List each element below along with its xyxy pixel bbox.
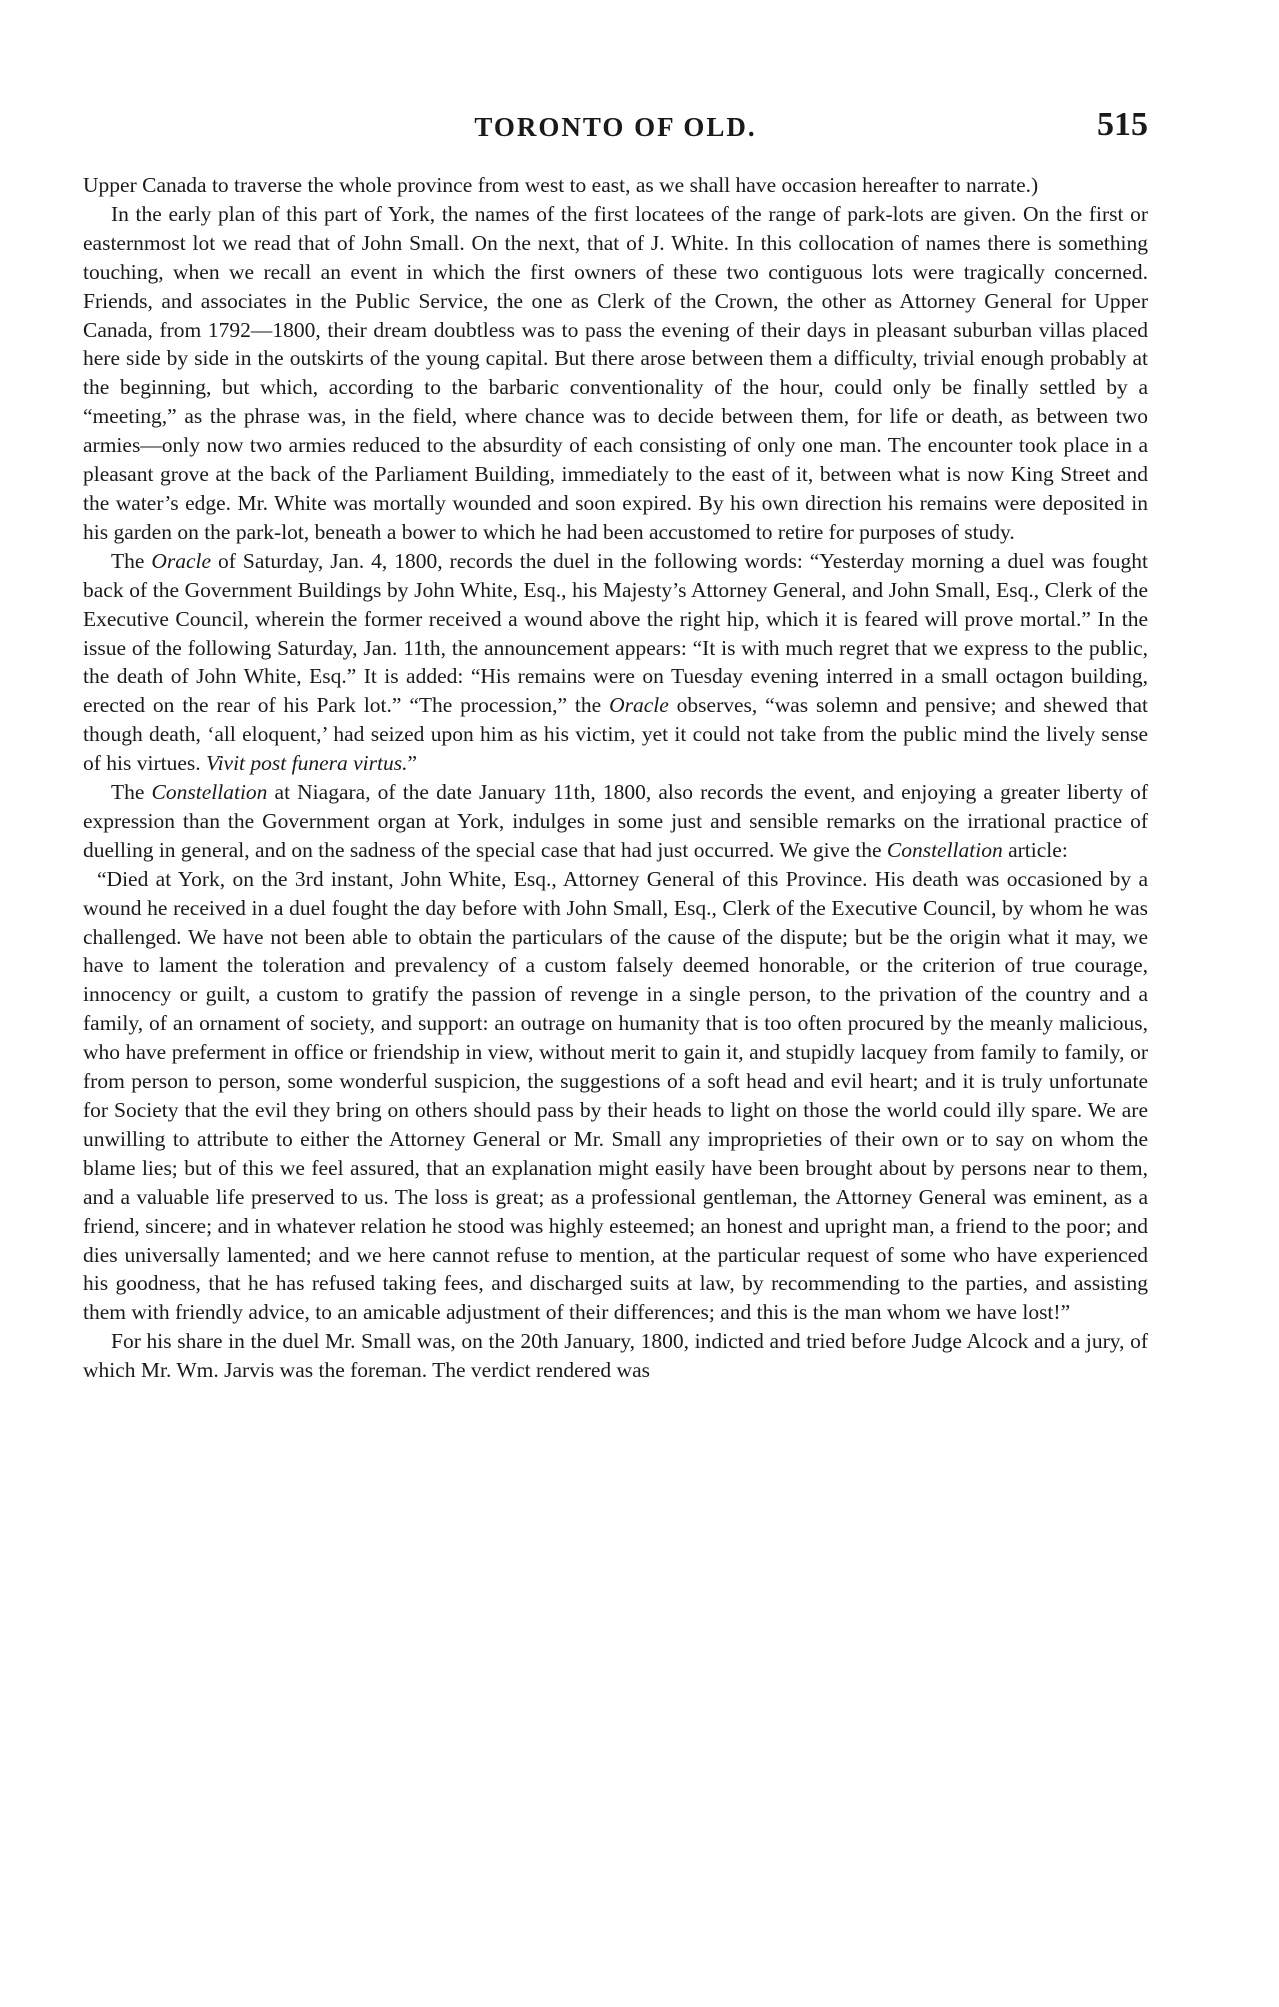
page-number: 515 xyxy=(1097,106,1148,143)
paragraph-early-plan xyxy=(83,200,1148,547)
text-run: ” xyxy=(407,751,418,776)
italic-title: Oracle xyxy=(151,548,212,573)
body-text xyxy=(83,171,1148,1385)
italic-title: Constellation xyxy=(886,837,1003,862)
text-run: article: xyxy=(1002,837,1068,862)
paragraph-continuation xyxy=(83,171,1148,200)
text-run: Upper Canada to traverse the whole province from west to east, as we shall have occasion hereafter to narrate.) xyxy=(83,173,1039,197)
italic-title: Constellation xyxy=(151,780,268,805)
text-run: of Saturday, Jan. 4, 1800, records the duel in the following words: “Yesterday morning a duel was fought back of the Government Buildings by John White, Esq., his Majesty’s Attorney General, and John Small, Esq., Clerk of the Executive Council, wherein the former received a wound above the right hip, which it is feared will prove mortal.” In the issue of the following Saturday, Jan. 11th, the announcement appears: “It is with much regret that we express to the public, the death of John White, Esq.” It is added: “His remains were on Tuesday evening interred in a small octagon building, erected on the rear of his Park lot.” “The procession,” the xyxy=(83,548,1148,718)
italic-title: Vivit post funera virtus. xyxy=(206,751,408,776)
paragraph-constellation-intro xyxy=(83,778,1148,865)
text-run: The xyxy=(111,548,152,573)
paragraph-constellation-quote xyxy=(83,865,1148,1328)
text-run: For his share in the duel Mr. Small was, on the 20th January, 1800, indicted and tried before Judge Alcock and a jury, of which Mr. Wm. Jarvis was the foreman. The verdict rendered was xyxy=(83,1329,1148,1383)
page-header xyxy=(83,106,1148,148)
text-run: observes, “was solemn and pensive; and shewed that though death, ‘all eloquent,’ had seized upon him as his victim, yet it could not take from the public mind the lively sense of his virtues. xyxy=(83,693,1148,776)
text-run: “Died at York, on the 3rd instant, John White, Esq., Attorney General of this Province. His death was occasioned by a wound he received in a duel fought the day before with John Small, Esq., Clerk of the Executive Council, by whom he was challenged. We have not been able to obtain the particulars of the cause of the dispute; but be the origin what it may, we have to lament the toleration and prevalency of a custom falsely deemed honorable, or the criterion of true courage, innocency or guilt, a custom to gratify the passion of revenge in a single person, to the privation of the country and a family, of an ornament of society, and support: an outrage on humanity that is too often procured by the meanly malicious, who have preferment in office or friendship in view, without merit to gain it, and stupidly lacquey from family to family, or from person to person, some wonderful suspicion, the suggestions of a soft head and evil heart; and it is truly unfortunate for Society that the evil they bring on others should pass by their heads to light on those the world could illy spare. We are unwilling to attribute to either the Attorney General or Mr. Small any improprieties of their own or to say on whom the blame lies; but of this we feel assured, that an explanation might easily have been brought about by persons near to them, and a valuable life preserved to us. The loss is great; as a professional gentleman, the Attorney General was eminent, as a friend, sincere; and in whatever relation he stood was highly esteemed; an honest and upright man, a friend to the poor; and dies universally lamented; and we here cannot refuse to mention, at the particular request of some who have experienced his goodness, that he has refused taking fees, and discharged suits at law, by recommending to the parties, and assisting them with friendly advice, to an amicable adjustment of their differences; and this is the man whom we have lost!” xyxy=(83,866,1148,1325)
paragraph-oracle-report xyxy=(83,547,1148,778)
running-head: TORONTO OF OLD. xyxy=(474,112,757,142)
text-run: In the early plan of this part of York, the names of the first locatees of the range of park-lots are given. On the first or easternmost lot we read that of John Small. On the next, that of J. White. In this collocation of names there is something touching, when we recall an event in which the first owners of these two contiguous lots were tragically concerned. Friends, and associates in the Public Service, the one as Clerk of the Crown, the other as Attorney General for Upper Canada, from 1792—1800, their dream doubtless was to pass the evening of their days in pleasant suburban villas placed here side by side in the outskirts of the young capital. But there arose between them a difficulty, trivial enough probably at the beginning, but which, according to the barbaric conventionality of the hour, could only be finally settled by a “meeting,” as the phrase was, in the field, where chance was to decide between them, for life or death, as between two armies—only now two armies reduced to the absurdity of each consisting of only one man. The encounter took place in a pleasant grove at the back of the Parliament Building, immediately to the east of it, between what is now King Street and the water’s edge. Mr. White was mortally wounded and soon expired. By his own direction his remains were deposited in his garden on the park-lot, beneath a bower to which he had been accustomed to retire for purposes of study. xyxy=(83,201,1148,544)
paragraph-indictment xyxy=(83,1327,1148,1385)
italic-title: Oracle xyxy=(609,693,669,718)
text-run: at Niagara, of the date January 11th, 1800, also records the event, and enjoying a greater liberty of expression than the Government organ at York, indulges in some just and sensible remarks on the irrational practice of duelling in general, and on the sadness of the special case that had just occurred. We give the xyxy=(83,780,1148,862)
text-run: The xyxy=(111,780,152,805)
